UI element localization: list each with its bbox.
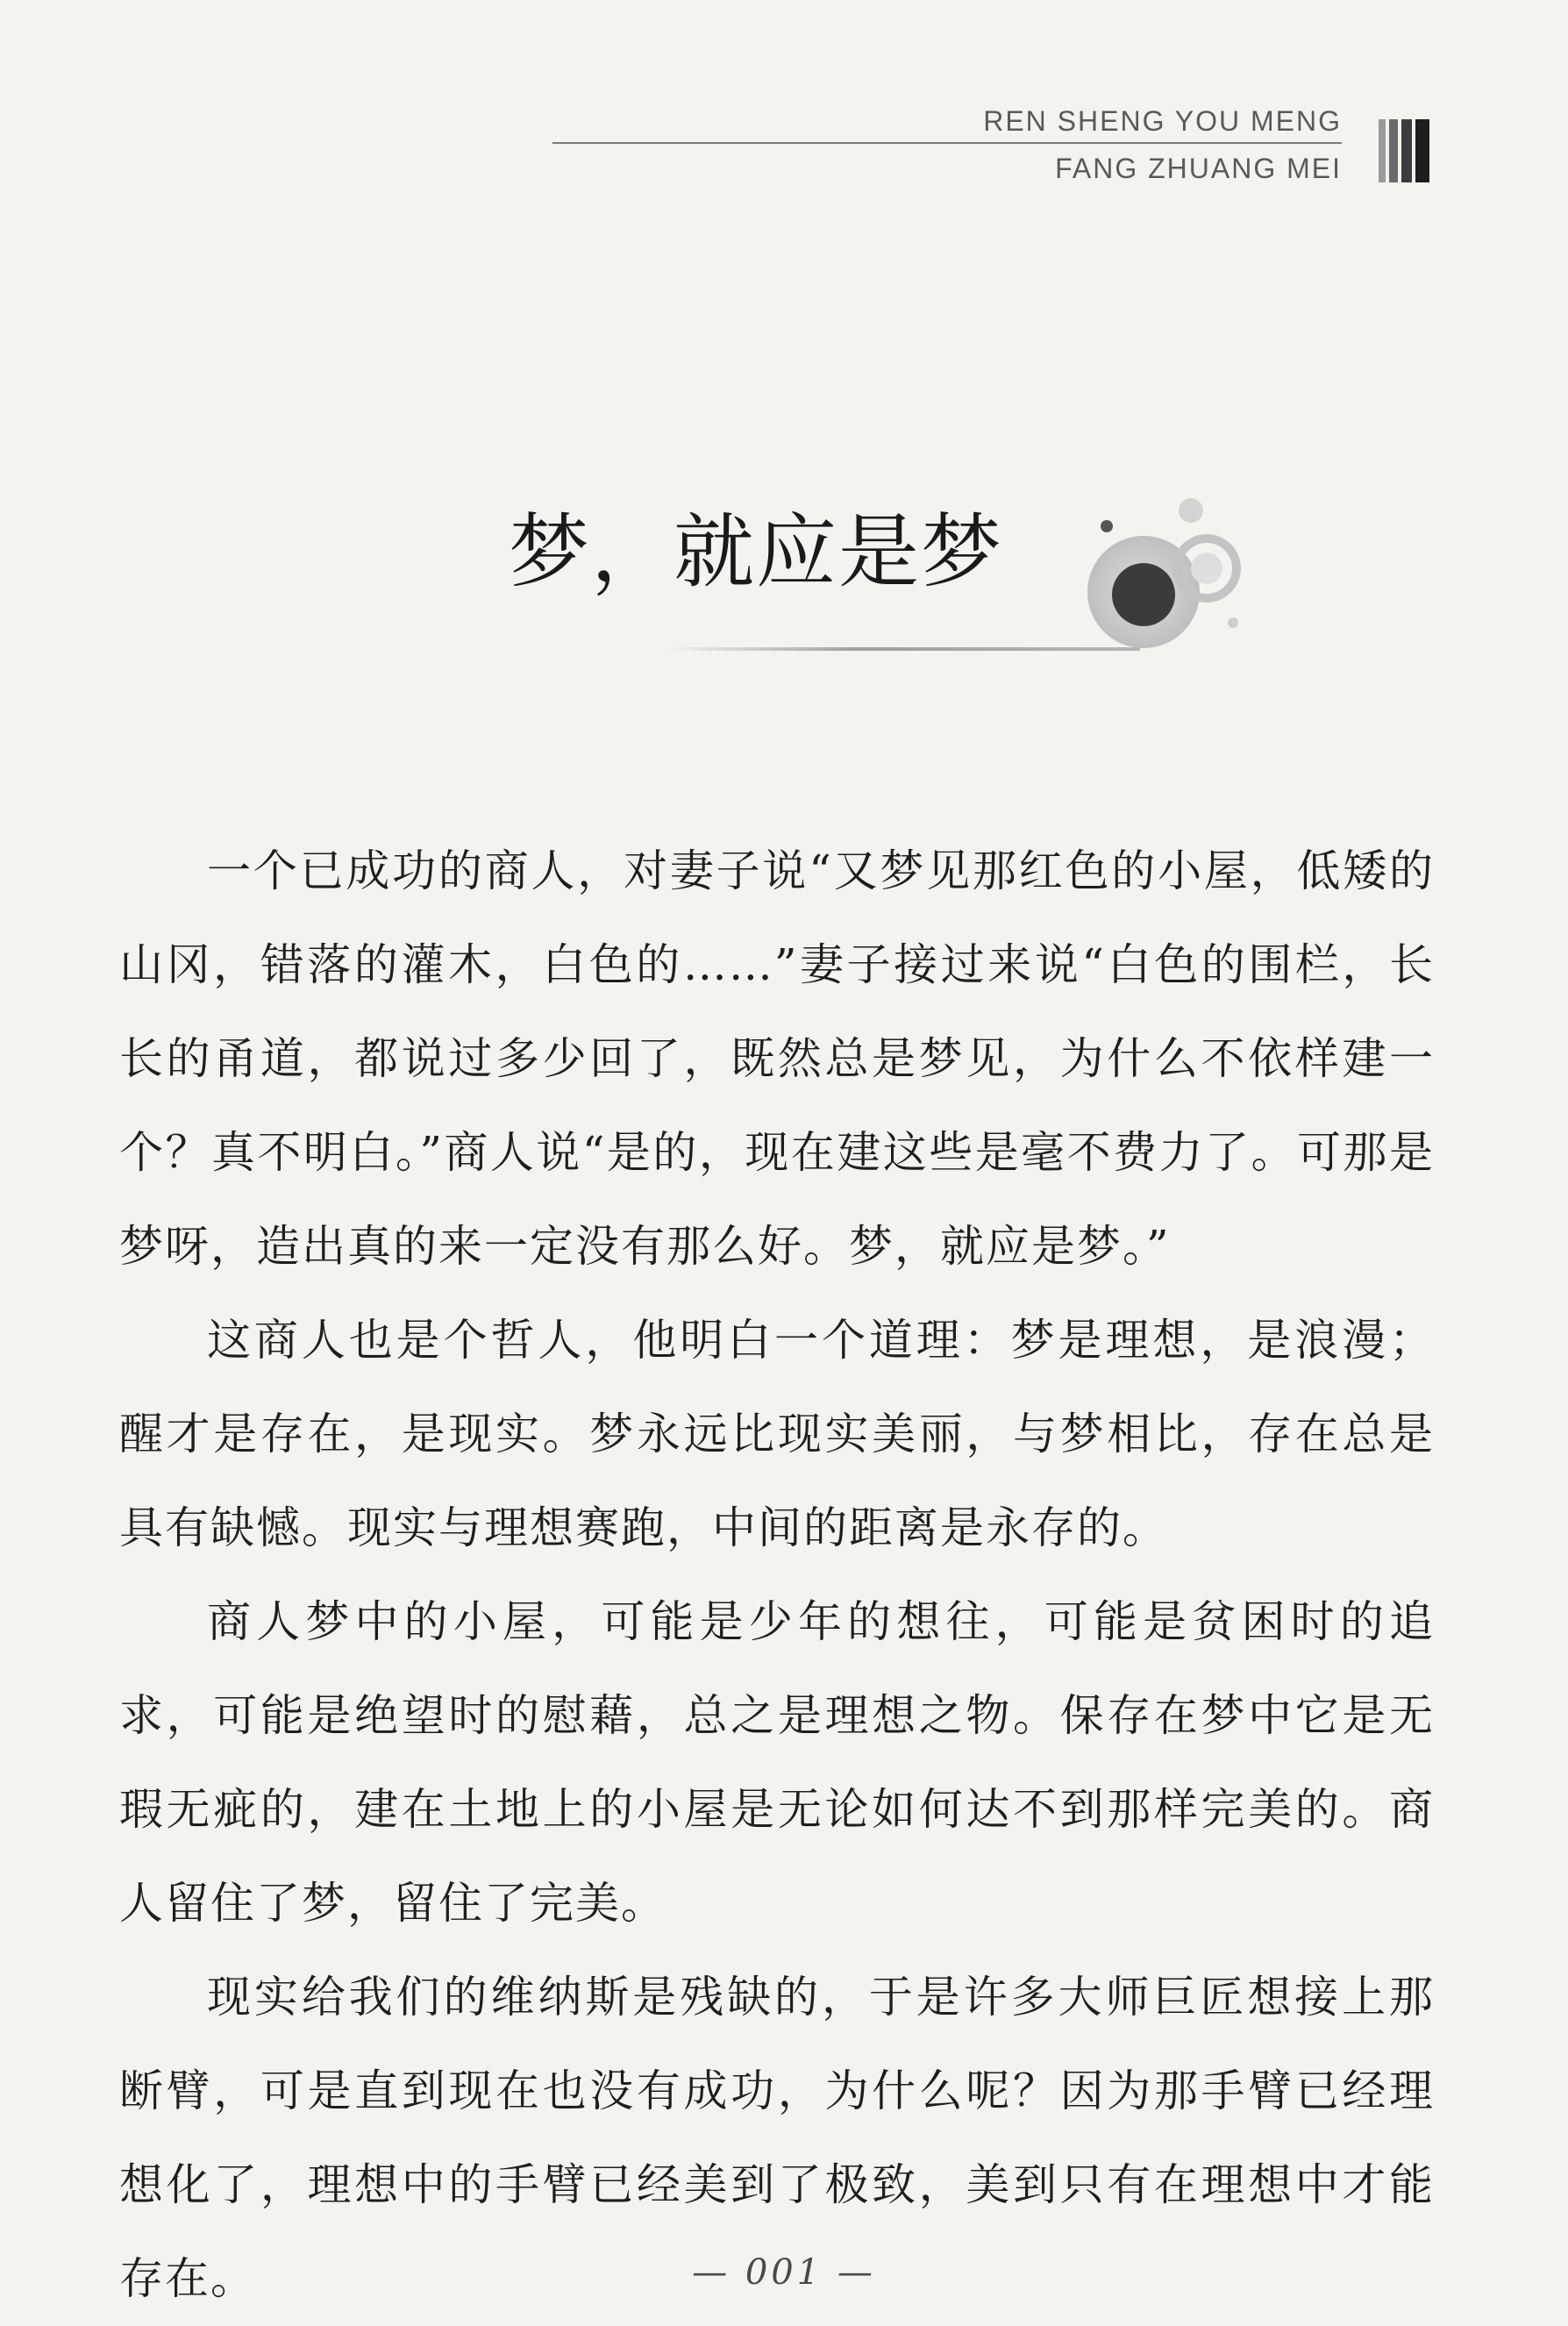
paragraph-4: 现实给我们的维纳斯是残缺的，于是许多大师巨匠想接上那断臂，可是直到现在也没有成功，为什么呢？因为那手臂已经理想化了，理想中的手臂已经美到了极致，美到只有在理想中才能存在。 [119, 1972, 1435, 2304]
decorative-circles-icon [1077, 482, 1270, 667]
paragraph-2: 这商人也是个哲人，他明白一个道理：梦是理想，是浪漫；醒才是存在，是现实。梦永远比现实美丽，与梦相比，存在总是具有缺憾。现实与理想赛跑，中间的距离是永存的。 [119, 1315, 1435, 1553]
title-underline [666, 647, 1140, 651]
running-header-rule [552, 142, 1342, 144]
article-title: 梦，就应是梦 [509, 505, 1004, 599]
paragraph-1: 一个已成功的商人，对妻子说“又梦见那红色的小屋，低矮的山冈，错落的灌木，白色的……”妻子接过来说“白色的围栏，长长的甬道，都说过多少回了，既然总是梦见，为什么不依样建一个？真不明白。”商人说“是的，现在建这些是毫不费力了。可那是梦呀，造出真的来一定没有那么好。梦，就应是梦。” [119, 845, 1435, 1272]
article-body [119, 824, 1435, 2326]
page-number: — 001 — [692, 2252, 876, 2293]
running-header [552, 103, 1342, 186]
running-header-line2: FANG ZHUANG MEI [1055, 153, 1342, 184]
running-header-line1: REN SHENG YOU MENG [983, 105, 1342, 137]
paragraph-3: 商人梦中的小屋，可能是少年的想往，可能是贫困时的追求，可能是绝望时的慰藉，总之是理想之物。保存在梦中它是无瑕无疵的，建在土地上的小屋是无论如何达不到那样完美的。商人留住了梦，留住了完美。 [119, 1596, 1435, 1929]
header-bars-decoration [1379, 119, 1431, 182]
